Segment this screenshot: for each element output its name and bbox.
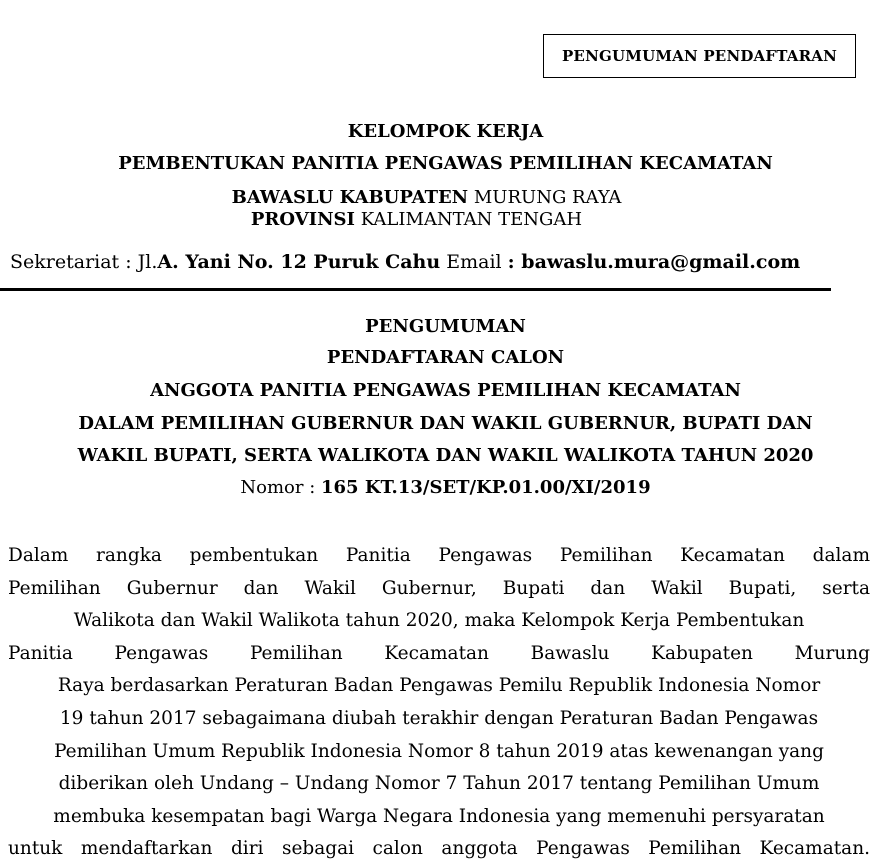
body-line: membuka kesempatan bagi Warga Negara Indonesia yang memenuhi persyaratan	[53, 805, 825, 827]
header-committee-formation: PEMBENTUKAN PANITIA PENGAWAS PEMILIHAN KECAMATAN	[118, 153, 773, 174]
header-bawaslu	[0, 187, 891, 208]
title-members: ANGGOTA PANITIA PENGAWAS PEMILIHAN KECAMATAN	[150, 380, 741, 401]
province-prefix: PROVINSI	[250, 209, 355, 230]
bawaslu-prefix: BAWASLU KABUPATEN	[231, 187, 469, 208]
body-line: Walikota dan Wakil Walikota tahun 2020, maka Kelompok Kerja Pembentukan	[73, 610, 805, 632]
title-number	[0, 477, 891, 498]
announcement-label-box: PENGUMUMAN PENDAFTARAN	[543, 34, 856, 78]
title-announcement: PENGUMUMAN	[365, 316, 526, 337]
body-line: untuk mendaftarkan diri sebagai calon anggota Pengawas Pemilihan Kecamatan.	[8, 838, 870, 860]
secretariat-line	[10, 251, 800, 273]
body-line: diberikan oleh Undang – Undang Nomor 7 Tahun 2017 tentang Pemilihan Umum	[58, 773, 820, 795]
body-line: 19 tahun 2017 sebagaimana diubah terakhir dengan Peraturan Badan Pengawas	[59, 707, 819, 729]
body-line: Pemilihan Gubernur dan Wakil Gubernur, Bupati dan Wakil Bupati, serta	[8, 577, 870, 599]
body-line: Pemilihan Umum Republik Indonesia Nomor 8 tahun 2019 atas kewenangan yang	[54, 740, 824, 762]
email-address: : bawaslu.mura@gmail.com	[507, 251, 801, 273]
number-value: 165 KT.13/SET/KP.01.00/XI/2019	[321, 477, 651, 498]
bawaslu-name: MURUNG RAYA	[473, 187, 622, 208]
body-line: Dalam rangka pembentukan Panitia Pengawas Pemilihan Kecamatan dalam	[8, 545, 870, 566]
body-line: Raya berdasarkan Peraturan Badan Pengawas Pemilu Republik Indonesia Nomor	[57, 675, 821, 697]
secretariat-address: A. Yani No. 12 Puruk Cahu	[157, 251, 441, 273]
header-working-group: KELOMPOK KERJA	[347, 121, 544, 142]
email-label: Email	[446, 251, 502, 273]
title-registration: PENDAFTARAN CALON	[326, 347, 565, 368]
title-election-line2: WAKIL BUPATI, SERTA WALIKOTA DAN WAKIL WALIKOTA TAHUN 2020	[77, 445, 814, 466]
province-name: KALIMANTAN TENGAH	[360, 209, 583, 230]
header-divider	[0, 288, 831, 291]
number-label: Nomor :	[240, 477, 316, 498]
header-province	[0, 209, 891, 230]
announcement-body	[8, 540, 870, 866]
secretariat-label: Sekretariat : Jl.	[10, 251, 158, 273]
body-line: Panitia Pengawas Pemilihan Kecamatan Bawaslu Kabupaten Murung	[8, 642, 870, 664]
title-election-line1: DALAM PEMILIHAN GUBERNUR DAN WAKIL GUBERNUR, BUPATI DAN	[78, 413, 813, 434]
